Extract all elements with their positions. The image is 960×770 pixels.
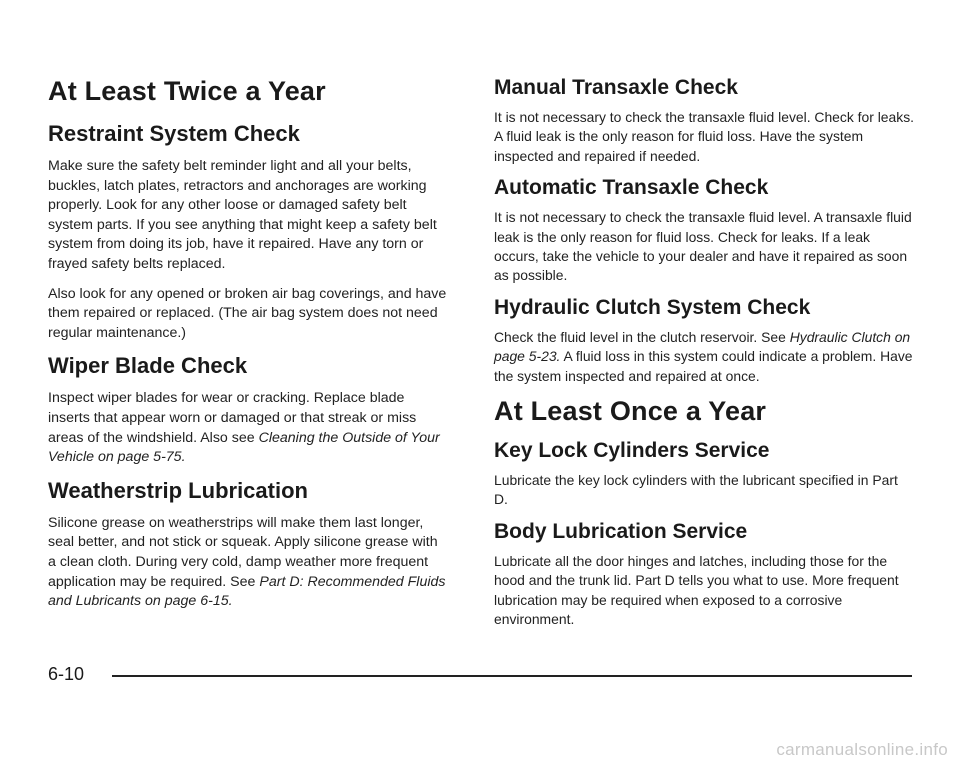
wiper-paragraph: [48, 389, 448, 467]
hydraulic-clutch-section: [494, 296, 914, 386]
manual-transaxle-paragraph: It is not necessary to check the transaxle fluid level. Check for leaks. A fluid leak is the only reason for fluid loss. Have the system inspected and repaired if needed.: [494, 109, 915, 164]
key-lock-section: [494, 439, 914, 510]
key-lock-paragraph: Lubricate the key lock cylinders with the lubricant specified in Part D.: [494, 472, 898, 508]
right-column: [494, 76, 914, 640]
hydraulic-clutch-heading: Hydraulic Clutch System Check: [494, 295, 811, 319]
watermark: carmanualsonline.info: [776, 740, 948, 759]
page-number: 6-10: [48, 664, 85, 684]
weatherstrip-text: Silicone grease on weatherstrips will make them last longer, seal better, and not stick or squeak. Apply silicone grease with a clean cloth. During very cold, damp weather more frequent application may be required. See: [48, 514, 438, 590]
footer-rule: [112, 675, 912, 677]
body-lubrication-paragraph: Lubricate all the door hinges and latches, including those for the hood and the trunk lid. Part D tells you what to use. More frequent lubrication may be required when exposed to a corrosive environment.: [494, 552, 899, 628]
wiper-blade-section: [48, 353, 448, 467]
left-column: [48, 76, 448, 622]
manual-transaxle-section: [494, 76, 914, 166]
restraint-heading: Restraint System Check: [48, 121, 300, 146]
wiper-reference: Cleaning the Outside of Your Vehicle on page 5-75.: [48, 429, 440, 466]
hydraulic-text-a: Check the fluid level in the clutch reservoir. See: [494, 328, 786, 345]
weatherstrip-section: [48, 478, 448, 612]
section-title-twice-a-year: At Least Twice a Year: [48, 76, 326, 106]
wiper-heading: Wiper Blade Check: [48, 353, 248, 379]
weatherstrip-heading: Weatherstrip Lubrication: [48, 477, 308, 503]
key-lock-heading: Key Lock Cylinders Service: [494, 439, 770, 463]
hydraulic-text-b: A fluid loss in this system could indicate a problem. Have the system inspected and repaired at once.: [494, 348, 913, 384]
wiper-text: Inspect wiper blades for wear or cracking. Replace blade inserts that appear worn or damaged or that streak or miss areas of the windshield. Also see: [48, 390, 417, 446]
automatic-transaxle-paragraph: It is not necessary to check the transaxle fluid level. A transaxle fluid leak is the only reason for fluid loss. Check for leaks. If a leak occurs, take the vehicle to your dealer and have it repaired as soon as possible.: [494, 209, 912, 284]
body-lubrication-heading: Body Lubrication Service: [494, 519, 748, 543]
restraint-paragraph-1: Make sure the safety belt reminder light and all your belts, buckles, latch plates, retractors and anchorages are working properly. Look for any other loose or damaged safety belt system parts. If you see anything that might keep a safety belt system from doing its job, have it repaired. Have any torn or frayed safety belts replaced.: [48, 158, 437, 272]
hydraulic-clutch-paragraph: [494, 328, 914, 386]
page-footer: [0, 656, 960, 696]
manual-transaxle-heading: Manual Transaxle Check: [494, 76, 738, 99]
hydraulic-reference: Hydraulic Clutch on page 5-23.: [494, 328, 911, 365]
weatherstrip-paragraph: [48, 514, 448, 612]
automatic-transaxle-section: [494, 176, 914, 286]
section-title-once-a-year: At Least Once a Year: [494, 396, 767, 427]
restraint-system-section: [48, 121, 448, 343]
restraint-paragraph-2: Also look for any opened or broken air bag coverings, and have them repaired or replaced. (The air bag system does not need regular maintenance.): [48, 285, 447, 341]
automatic-transaxle-heading: Automatic Transaxle Check: [494, 176, 769, 200]
weatherstrip-reference: Part D: Recommended Fluids and Lubricants on page 6-15.: [48, 573, 446, 610]
body-lubrication-section: [494, 520, 914, 630]
